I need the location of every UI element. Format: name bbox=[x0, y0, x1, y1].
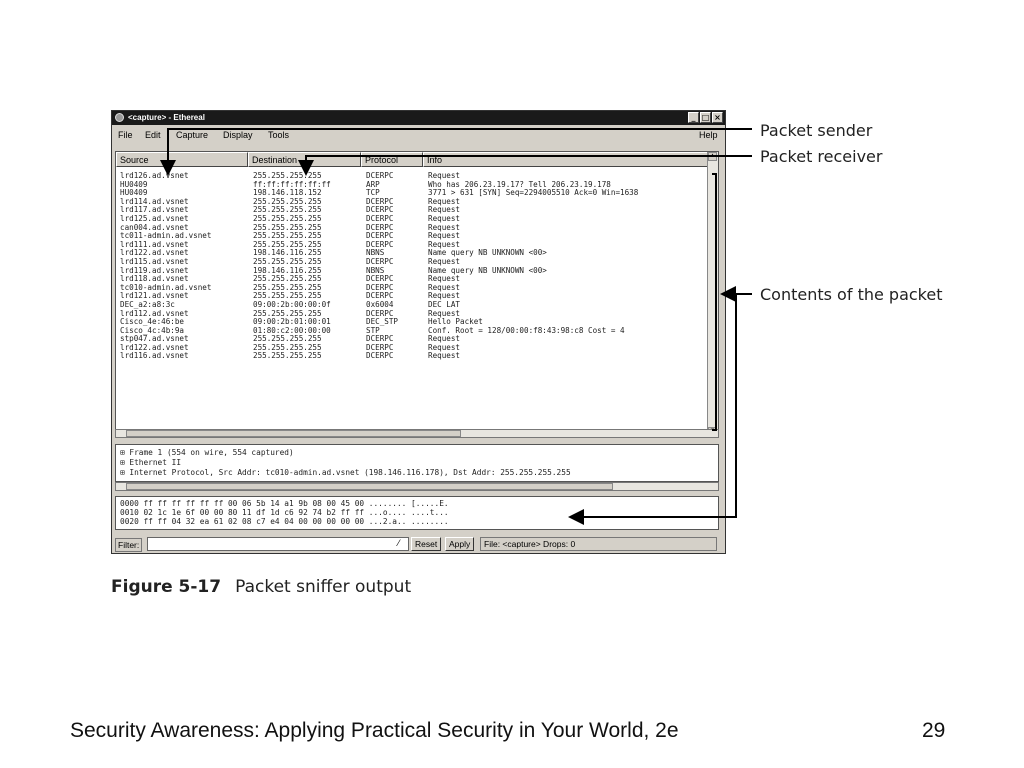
detail-ethernet[interactable]: ⊞ Ethernet II bbox=[120, 458, 182, 467]
packet-destination: 255.255.255.255 bbox=[253, 351, 322, 361]
packet-info: Hello Packet bbox=[428, 317, 483, 327]
packet-info: Request bbox=[428, 239, 461, 249]
packet-info: Who has 206.23.19.17? Tell 206.23.19.178 bbox=[428, 179, 611, 189]
figure-caption bbox=[111, 577, 411, 597]
packet-destination: 255.255.255.255 bbox=[253, 256, 322, 266]
menu-file[interactable]: File bbox=[118, 130, 133, 140]
column-info[interactable]: Info bbox=[423, 152, 710, 167]
packet-protocol: DCERPC bbox=[366, 256, 394, 266]
packet-info: Request bbox=[428, 274, 461, 284]
maximize-button[interactable]: □ bbox=[701, 113, 710, 122]
packet-destination: 255.255.255.255 bbox=[253, 213, 322, 223]
packet-protocol: DCERPC bbox=[366, 334, 394, 344]
packet-protocol: DCERPC bbox=[366, 342, 394, 352]
packet-info: DEC LAT bbox=[428, 299, 461, 309]
packet-protocol: DCERPC bbox=[366, 291, 394, 301]
packet-protocol: DCERPC bbox=[366, 171, 394, 180]
menu-tools[interactable]: Tools bbox=[268, 130, 290, 140]
packet-source: Cisco_4c:4b:9a bbox=[120, 325, 185, 335]
label-packet-contents: Contents of the packet bbox=[760, 285, 943, 304]
menu-display[interactable]: Display bbox=[223, 130, 253, 140]
packet-destination: 198.146.116.255 bbox=[253, 265, 322, 275]
scroll-up-arrow-icon[interactable]: ▲ bbox=[709, 153, 716, 159]
packet-info: 3771 > 631 [SYN] Seq=2294005510 Ack=0 Win=1638 bbox=[428, 188, 639, 198]
packet-source: lrd126.ad.vsnet bbox=[120, 171, 189, 180]
packet-destination: 255.255.255.255 bbox=[253, 196, 322, 206]
column-destination[interactable]: Destination bbox=[248, 152, 361, 167]
packet-destination: 255.255.255.255 bbox=[253, 291, 322, 301]
packet-source: HU0409 bbox=[120, 188, 148, 198]
detail-ip[interactable]: ⊞ Internet Protocol, Src Addr: tc010-admin.ad.vsnet (198.146.116.178), Dst Addr: 255.255.255.255 bbox=[120, 468, 571, 477]
packet-source: lrd114.ad.vsnet bbox=[120, 196, 189, 206]
packet-info: Request bbox=[428, 213, 461, 223]
packet-info: Request bbox=[428, 282, 461, 292]
packet-info: Name query NB UNKNOWN <00> bbox=[428, 265, 547, 275]
packet-source: lrd116.ad.vsnet bbox=[120, 351, 189, 361]
close-button[interactable]: × bbox=[712, 112, 723, 123]
packet-destination: 255.255.255.255 bbox=[253, 274, 322, 284]
packet-protocol: NBNS bbox=[366, 265, 385, 275]
packet-protocol: STP bbox=[366, 325, 380, 335]
packet-protocol: TCP bbox=[366, 188, 380, 198]
packet-protocol: DCERPC bbox=[366, 196, 394, 206]
menu-capture[interactable]: Capture bbox=[176, 130, 209, 140]
slide-footer: Security Awareness: Applying Practical Security in Your World, 2e bbox=[70, 719, 679, 742]
packet-destination: 198.146.118.152 bbox=[253, 188, 322, 198]
packet-info: Request bbox=[428, 222, 461, 232]
label-packet-receiver: Packet receiver bbox=[760, 147, 883, 166]
figure-label: Figure 5-17 bbox=[111, 577, 222, 597]
packet-destination: 255.255.255.255 bbox=[253, 334, 322, 344]
packet-source: HU0409 bbox=[120, 179, 148, 189]
packet-destination: 255.255.255.255 bbox=[253, 308, 322, 318]
hex-line: 0000 ff ff ff ff ff ff 00 06 5b 14 a1 9b 08 00 45 00 ........ [.....E. bbox=[120, 499, 449, 508]
column-source[interactable]: Source bbox=[116, 152, 248, 167]
packet-protocol: ARP bbox=[366, 179, 380, 189]
packet-destination: 09:00:2b:00:00:0f bbox=[253, 299, 331, 309]
packet-protocol: 0x6004 bbox=[366, 299, 394, 309]
packet-protocol: DCERPC bbox=[366, 239, 394, 249]
packet-destination: 255.255.255.255 bbox=[253, 282, 322, 292]
menu-help[interactable]: Help bbox=[699, 130, 718, 140]
packet-info: Conf. Root = 128/00:00:f8:43:98:c8 Cost = 4 bbox=[428, 325, 625, 335]
sender-pointer bbox=[168, 129, 752, 172]
packet-source: lrd122.ad.vsnet bbox=[120, 342, 189, 352]
packet-protocol: DCERPC bbox=[366, 308, 394, 318]
packet-source: lrd115.ad.vsnet bbox=[120, 256, 189, 266]
packet-protocol: DCERPC bbox=[366, 274, 394, 284]
receiver-pointer bbox=[306, 156, 752, 172]
label-packet-sender: Packet sender bbox=[760, 121, 873, 140]
packet-protocol: DCERPC bbox=[366, 231, 394, 241]
packet-info: Request bbox=[428, 308, 461, 318]
packet-info: Request bbox=[428, 334, 461, 344]
packet-info: Request bbox=[428, 231, 461, 241]
hex-line: 0020 ff ff 04 32 ea 61 02 08 c7 e4 04 00 00 00 00 00 ...2.a.. ........ bbox=[120, 517, 449, 526]
contents-bracket bbox=[712, 174, 716, 430]
packet-info: Request bbox=[428, 342, 461, 352]
packet-protocol: NBNS bbox=[366, 248, 385, 258]
menu-edit[interactable]: Edit bbox=[145, 130, 161, 140]
packet-info: Request bbox=[428, 196, 461, 206]
packet-protocol: DCERPC bbox=[366, 351, 394, 361]
packet-source: lrd125.ad.vsnet bbox=[120, 213, 189, 223]
detail-frame[interactable]: ⊞ Frame 1 (554 on wire, 554 captured) bbox=[120, 448, 294, 457]
figure-text: Packet sniffer output bbox=[235, 577, 412, 597]
packet-source: lrd121.ad.vsnet bbox=[120, 291, 189, 301]
packet-source: lrd118.ad.vsnet bbox=[120, 274, 189, 284]
packet-info: Request bbox=[428, 351, 461, 361]
packet-protocol: DCERPC bbox=[366, 222, 394, 232]
packet-protocol: DEC_STP bbox=[366, 317, 399, 327]
packet-source: lrd111.ad.vsnet bbox=[120, 239, 189, 249]
packet-source: tc010-admin.ad.vsnet bbox=[120, 282, 212, 292]
packet-source: stp047.ad.vsnet bbox=[120, 334, 189, 344]
packet-source: lrd117.ad.vsnet bbox=[120, 205, 189, 215]
packet-destination: 255.255.255.255 bbox=[253, 342, 322, 352]
packet-protocol: DCERPC bbox=[366, 213, 394, 223]
filter-dropdown-icon[interactable]: ⁄ bbox=[398, 538, 400, 548]
filter-label[interactable]: Filter: bbox=[115, 538, 142, 552]
status-file-info: File: <capture> Drops: 0 bbox=[480, 537, 717, 551]
packet-source: can004.ad.vsnet bbox=[120, 222, 189, 232]
packet-info: Request bbox=[428, 171, 461, 180]
packet-destination: 255.255.255.255 bbox=[253, 231, 322, 241]
column-protocol[interactable]: Protocol bbox=[361, 152, 423, 167]
packet-destination: 255.255.255.255 bbox=[253, 171, 322, 180]
minimize-button[interactable]: _ bbox=[688, 112, 699, 123]
packet-destination: 198.146.116.255 bbox=[253, 248, 322, 258]
window-title: <capture> - Ethereal bbox=[128, 113, 205, 122]
packet-source: lrd122.ad.vsnet bbox=[120, 248, 189, 258]
packet-source: lrd119.ad.vsnet bbox=[120, 265, 189, 275]
packet-info: Request bbox=[428, 291, 461, 301]
packet-source: DEC_a2:a8:3c bbox=[120, 299, 175, 309]
packet-protocol: DCERPC bbox=[366, 282, 394, 292]
packet-info: Request bbox=[428, 205, 461, 215]
packet-destination: 255.255.255.255 bbox=[253, 222, 322, 232]
hex-line: 0010 02 1c 1e 6f 00 00 80 11 df 1d c6 92 74 b2 ff ff ...o.... ....t... bbox=[120, 508, 449, 517]
reset-button[interactable]: Reset bbox=[411, 537, 441, 551]
page-number: 29 bbox=[922, 719, 946, 742]
packet-protocol: DCERPC bbox=[366, 205, 394, 215]
packet-destination: 255.255.255.255 bbox=[253, 239, 322, 249]
apply-button[interactable]: Apply bbox=[445, 537, 474, 551]
packet-info: Name query NB UNKNOWN <00> bbox=[428, 248, 547, 258]
packet-source: Cisco_4e:46:be bbox=[120, 317, 185, 327]
packet-destination: 01:80:c2:00:00:00 bbox=[253, 325, 331, 335]
packet-destination: ff:ff:ff:ff:ff:ff bbox=[253, 179, 331, 189]
packet-source: tc011-admin.ad.vsnet bbox=[120, 231, 212, 241]
contents-bracket-hex bbox=[572, 294, 736, 517]
packet-source: lrd112.ad.vsnet bbox=[120, 308, 189, 318]
packet-destination: 255.255.255.255 bbox=[253, 205, 322, 215]
packet-info: Request bbox=[428, 256, 461, 266]
packet-destination: 09:00:2b:01:00:01 bbox=[253, 317, 331, 327]
